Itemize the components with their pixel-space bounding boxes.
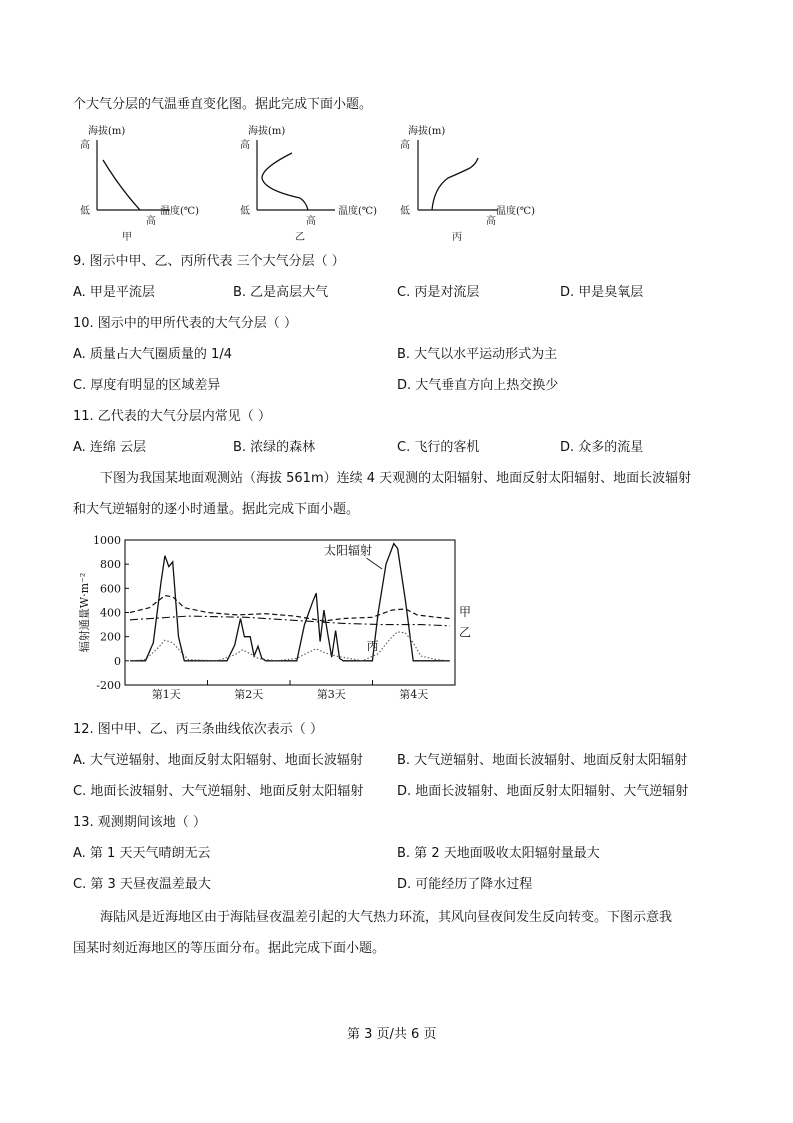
- mini-chart-yi: [240, 124, 377, 243]
- mini-high: 高: [80, 140, 90, 151]
- y-tick-label: 0: [114, 654, 121, 668]
- y-axis-label: 辐射通量W·m⁻²: [78, 572, 91, 653]
- mini-low: 低: [240, 206, 250, 217]
- mini-xlabel: 温度(℃): [338, 206, 377, 217]
- x-tick-label: 第3天: [316, 688, 346, 701]
- y-tick-label: 800: [100, 558, 121, 572]
- y-tick-label: 600: [100, 582, 121, 596]
- q13-option-a[interactable]: A. 第 1 天天气晴朗无云: [73, 846, 211, 861]
- q9-stem: 9. 图示中甲、乙、丙所代表 三个大气分层（ ）: [73, 254, 345, 269]
- passage3-line2: 国某时刻近海地区的等压面分布。据此完成下面小题。: [73, 941, 386, 956]
- q10-stem: 10. 图示中的甲所代表的大气分层（ ）: [73, 316, 297, 331]
- passage3-line1: 海陆风是近海地区由于海陆昼夜温差引起的大气热力环流，其风向昼夜间发生反向转变。下图示意我: [100, 910, 673, 925]
- mini-caption-yi: 乙: [295, 232, 305, 243]
- passage2-line2: 和大气逆辐射的逐小时通量。据此完成下面小题。: [73, 502, 360, 517]
- label-jia: 甲: [459, 605, 472, 620]
- curve-solar-radiation: [130, 544, 450, 661]
- q13-option-d[interactable]: D. 可能经历了降水过程: [397, 877, 533, 892]
- page-footer: 第 3 页/共 6 页: [347, 1027, 437, 1042]
- q13-option-c[interactable]: C. 第 3 天昼夜温差最大: [73, 877, 211, 892]
- q12-option-c[interactable]: C. 地面长波辐射、大气逆辐射、地面反射太阳辐射: [73, 784, 364, 799]
- mini-xhigh: 高: [146, 216, 156, 227]
- label-solar: 太阳辐射: [323, 543, 372, 558]
- mini-low: 低: [400, 206, 410, 217]
- q13-stem: 13. 观测期间该地（ ）: [73, 815, 206, 830]
- mini-curve-jia: [103, 160, 140, 210]
- q11-option-a[interactable]: A. 连绵 云层: [73, 440, 147, 455]
- mini-ylabel: 海拔(m): [88, 126, 126, 137]
- q11-option-d[interactable]: D. 众多的流星: [560, 440, 644, 455]
- q12-stem: 12. 图中甲、乙、丙三条曲线依次表示（ ）: [73, 722, 323, 737]
- mini-xhigh: 高: [486, 216, 496, 227]
- mini-low: 低: [80, 206, 90, 217]
- q12-option-a[interactable]: A. 大气逆辐射、地面反射太阳辐射、地面长波辐射: [73, 753, 363, 768]
- q12-option-b[interactable]: B. 大气逆辐射、地面长波辐射、地面反射太阳辐射: [397, 753, 688, 768]
- mini-xlabel: 温度(℃): [496, 206, 535, 217]
- q10-option-a[interactable]: A. 质量占大气圈质量的 1/4: [73, 347, 232, 362]
- y-tick-label: -200: [96, 679, 121, 692]
- mini-xlabel: 温度(℃): [160, 206, 199, 217]
- plot-frame: [125, 540, 455, 685]
- y-tick-label: 1000: [93, 534, 121, 547]
- mini-high: 高: [240, 140, 250, 151]
- y-tick-label: 200: [100, 630, 121, 644]
- x-tick-label: 第1天: [151, 688, 181, 701]
- q10-option-b[interactable]: B. 大气以水平运动形式为主: [397, 347, 558, 362]
- q11-option-b[interactable]: B. 浓绿的森林: [233, 440, 316, 455]
- q10-option-c[interactable]: C. 厚度有明显的区域差异: [73, 378, 221, 393]
- q11-stem: 11. 乙代表的大气分层内常见（ ）: [73, 409, 271, 424]
- mini-chart-bing: [400, 124, 535, 243]
- mini-xhigh: 高: [306, 216, 316, 227]
- mini-ylabel: 海拔(m): [248, 126, 286, 137]
- x-tick-label: 第2天: [234, 688, 264, 701]
- label-yi: 乙: [459, 625, 472, 640]
- mini-caption-bing: 丙: [452, 232, 462, 243]
- mini-caption-jia: 甲: [122, 232, 132, 243]
- q9-option-c[interactable]: C. 丙是对流层: [397, 285, 480, 300]
- q9-option-a[interactable]: A. 甲是平流层: [73, 285, 155, 300]
- x-tick-label: 第4天: [399, 688, 429, 701]
- q9-option-d[interactable]: D. 甲是臭氧层: [560, 285, 644, 300]
- mini-chart-jia: [80, 124, 199, 243]
- y-tick-label: 400: [100, 606, 121, 620]
- q11-option-c[interactable]: C. 飞行的客机: [397, 440, 480, 455]
- mini-high: 高: [400, 140, 410, 151]
- label-bing: 丙: [366, 638, 379, 653]
- solar-leader: [367, 558, 383, 569]
- q12-option-d[interactable]: D. 地面长波辐射、地面反射太阳辐射、大气逆辐射: [397, 784, 689, 799]
- q9-option-b[interactable]: B. 乙是高层大气: [233, 285, 329, 300]
- intro-text: 个大气分层的气温垂直变化图。据此完成下面小题。: [73, 97, 373, 112]
- mini-ylabel: 海拔(m): [408, 126, 446, 137]
- q13-option-b[interactable]: B. 第 2 天地面吸收太阳辐射量最大: [397, 846, 600, 861]
- q10-option-d[interactable]: D. 大气垂直方向上热交换少: [397, 378, 559, 393]
- radiation-chart: [60, 530, 472, 710]
- mini-curve-yi: [262, 153, 308, 210]
- mini-charts: [0, 110, 793, 270]
- passage2-line1: 下图为我国某地面观测站（海拔 561m）连续 4 天观测的太阳辐射、地面反射太阳辐射、地面长波辐射: [100, 471, 692, 486]
- mini-curve-bing: [432, 158, 478, 210]
